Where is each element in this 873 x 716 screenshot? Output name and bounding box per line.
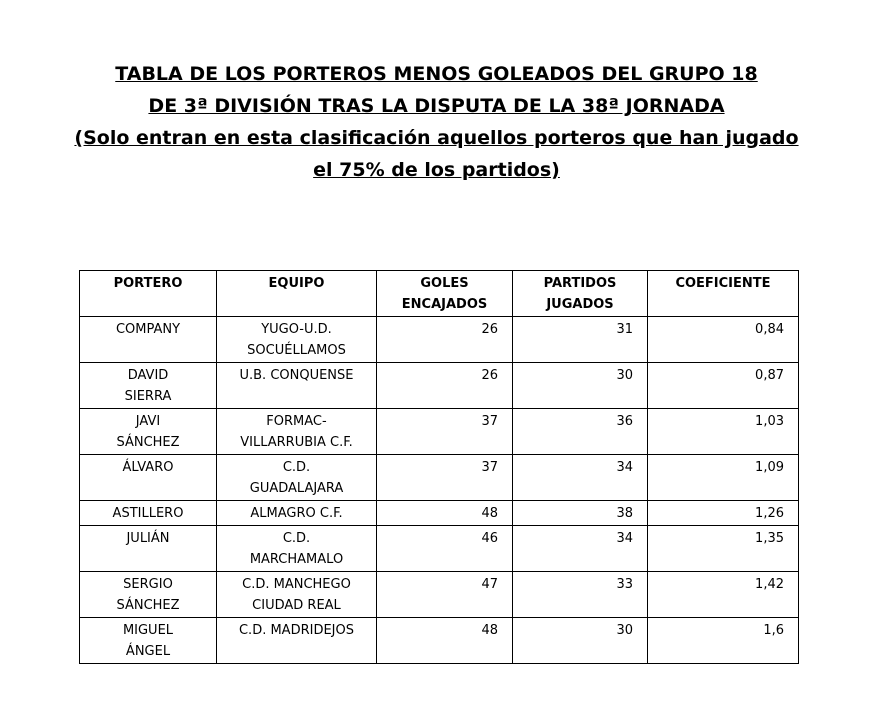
cell-goles: 48 [377,501,513,526]
table-row [80,501,799,526]
cell-partidos: 36 [513,409,648,455]
table-row [80,317,799,363]
cell-portero: ÁLVARO [80,455,217,501]
cell-partidos: 38 [513,501,648,526]
cell-equipo: YUGO-U.D. SOCUÉLLAMOS [217,317,377,363]
table-row [80,572,799,618]
cell-goles: 26 [377,317,513,363]
table-row [80,526,799,572]
cell-partidos: 34 [513,526,648,572]
cell-goles: 26 [377,363,513,409]
cell-portero: MIGUEL ÁNGEL [80,618,217,664]
cell-partidos: 31 [513,317,648,363]
cell-portero: SERGIO SÁNCHEZ [80,572,217,618]
title-line-4: el 75% de los partidos) [313,159,560,181]
cell-equipo: C.D. MADRIDEJOS [217,618,377,664]
header-coeficiente: COEFICIENTE [648,271,799,317]
header-portero: PORTERO [80,271,217,317]
table-row [80,455,799,501]
cell-partidos: 34 [513,455,648,501]
cell-partidos: 33 [513,572,648,618]
cell-portero: ASTILLERO [80,501,217,526]
cell-coeficiente: 1,09 [648,455,799,501]
cell-coeficiente: 1,03 [648,409,799,455]
title-line-2: DE 3ª DIVISIÓN TRAS LA DISPUTA DE LA 38ª JORNADA [148,95,725,117]
cell-equipo: C.D. MARCHAMALO [217,526,377,572]
table-header-row [80,271,799,317]
cell-goles: 47 [377,572,513,618]
cell-coeficiente: 1,42 [648,572,799,618]
cell-coeficiente: 0,87 [648,363,799,409]
cell-portero: JULIÁN [80,526,217,572]
cell-portero: JAVI SÁNCHEZ [80,409,217,455]
goalkeepers-table [79,270,799,664]
document-title [0,58,873,186]
table-row [80,363,799,409]
cell-partidos: 30 [513,363,648,409]
table-row [80,409,799,455]
title-line-1: TABLA DE LOS PORTEROS MENOS GOLEADOS DEL GRUPO 18 [115,63,758,85]
cell-partidos: 30 [513,618,648,664]
cell-equipo: FORMAC- VILLARRUBIA C.F. [217,409,377,455]
cell-goles: 37 [377,455,513,501]
cell-goles: 46 [377,526,513,572]
title-line-3: (Solo entran en esta clasificación aquellos porteros que han jugado [74,127,799,149]
cell-coeficiente: 0,84 [648,317,799,363]
cell-portero: DAVID SIERRA [80,363,217,409]
table-row [80,618,799,664]
cell-portero: COMPANY [80,317,217,363]
cell-equipo: ALMAGRO C.F. [217,501,377,526]
header-equipo: EQUIPO [217,271,377,317]
cell-equipo: C.D. GUADALAJARA [217,455,377,501]
cell-coeficiente: 1,6 [648,618,799,664]
cell-goles: 48 [377,618,513,664]
cell-coeficiente: 1,35 [648,526,799,572]
header-partidos-jugados: PARTIDOS JUGADOS [513,271,648,317]
cell-equipo: U.B. CONQUENSE [217,363,377,409]
cell-goles: 37 [377,409,513,455]
cell-coeficiente: 1,26 [648,501,799,526]
cell-equipo: C.D. MANCHEGO CIUDAD REAL [217,572,377,618]
header-goles-encajados: GOLES ENCAJADOS [377,271,513,317]
